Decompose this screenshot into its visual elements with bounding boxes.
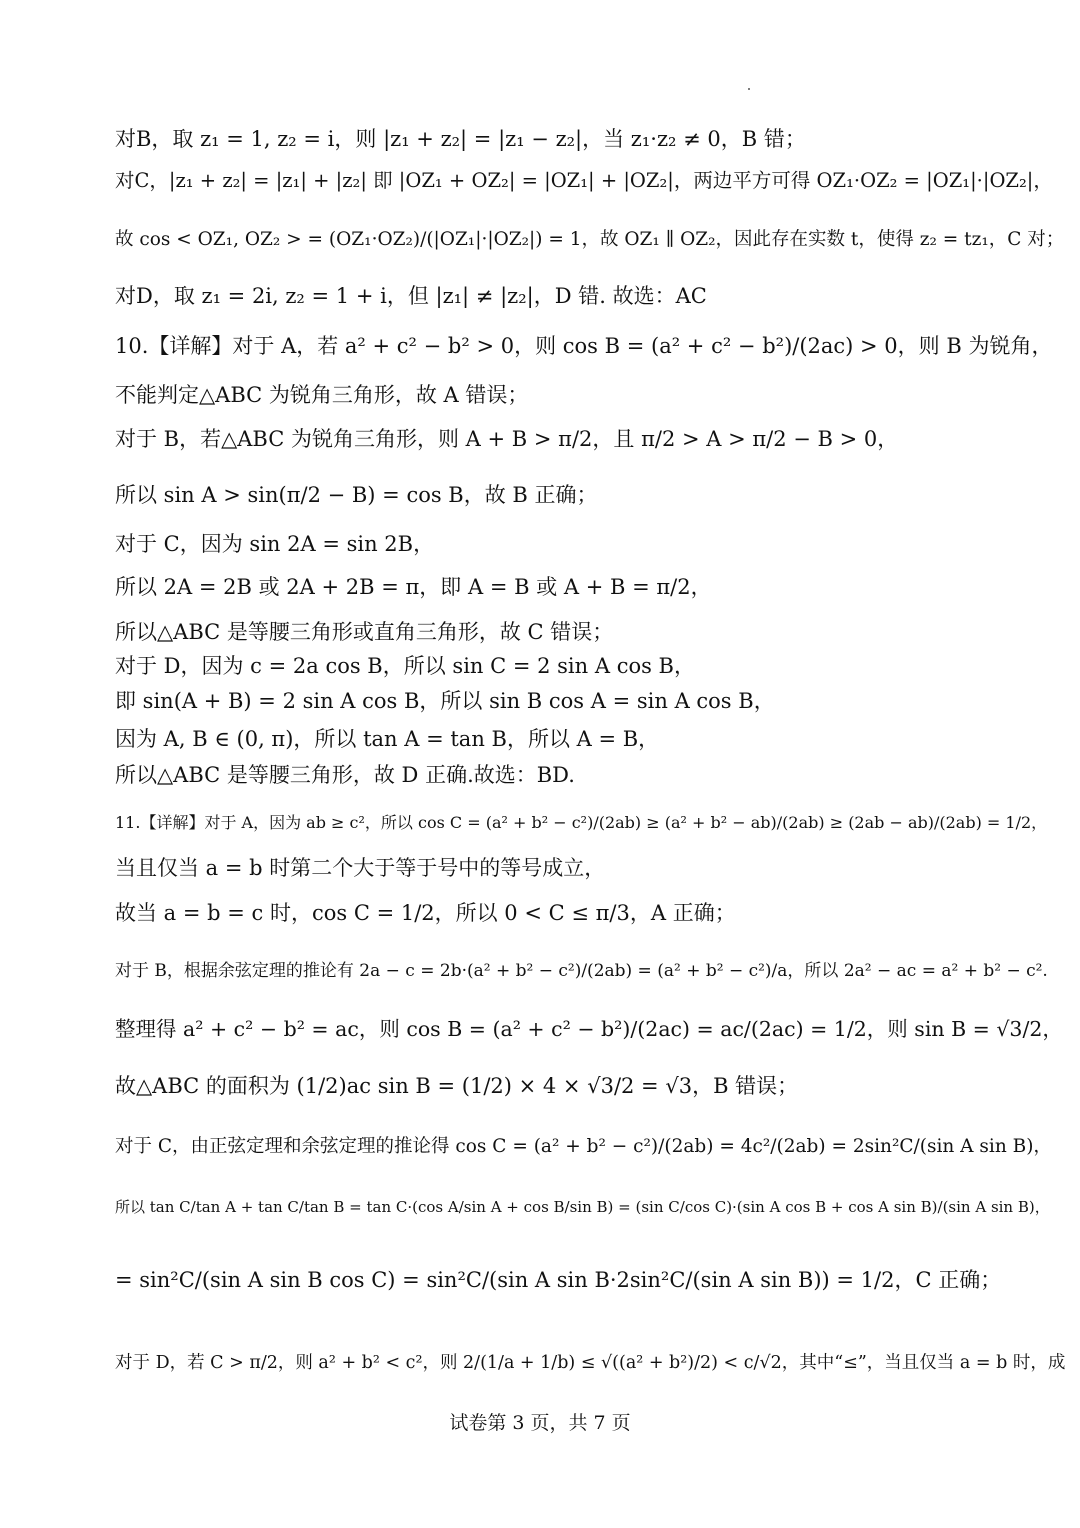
text-line: 对于 B，若△ABC 为锐角三角形，则 A + B > π/2，且 π/2 > A > π/2 − B > 0， — [115, 427, 899, 451]
text-line: 当且仅当 a = b 时第二个大于等于号中的等号成立， — [115, 856, 606, 880]
text-line: 不能判定△ABC 为锐角三角形，故 A 错误； — [115, 383, 529, 407]
page-footer: 试卷第 3 页，共 7 页 — [449, 1412, 631, 1434]
text-line: = sin²C/(sin A sin B cos C) = sin²C/(sin A sin B·2sin²C/(sin A sin B)) = 1/2，C 正确； — [115, 1268, 1002, 1292]
text-line: 对B，取 z₁ = 1, z₂ = i，则 |z₁ + z₂| = |z₁ − z₂|，当 z₁·z₂ ≠ 0，B 错； — [115, 127, 806, 151]
text-line: 所以 sin A > sin(π/2 − B) = cos B，故 B 正确； — [115, 483, 598, 507]
text-line: 对于 D，因为 c = 2a cos B，所以 sin C = 2 sin A cos B， — [115, 654, 695, 678]
text-line: 对C，|z₁ + z₂| = |z₁| + |z₂| 即 |OZ₁ + OZ₂| = |OZ₁| + |OZ₂|，两边平方可得 OZ₁·OZ₂ = |OZ₁|·|OZ₂|， — [115, 169, 1053, 192]
text-line: 对于 B，根据余弦定理的推论有 2a − c = 2b·(a² + b² − c²)/(2ab) = (a² + b² − c²)/a，所以 2a² − ac = a² + b² − c². — [115, 961, 1048, 981]
text-line: 11.【详解】对于 A，因为 ab ≥ c²，所以 cos C = (a² + b² − c²)/(2ab) ≥ (a² + b² − ab)/(2ab) ≥ (2ab − ab)/(2ab) = 1/2， — [115, 813, 1048, 832]
text-line: 即 sin(A + B) = 2 sin A cos B，所以 sin B cos A = sin A cos B， — [115, 689, 775, 713]
text-line: 所以△ABC 是等腰三角形，故 D 正确.故选：BD. — [115, 763, 575, 787]
text-line: 故△ABC 的面积为 (1/2)ac sin B = (1/2) × 4 × √3/2 = √3，B 错误； — [115, 1074, 799, 1098]
text-line: 所以 2A = 2B 或 2A + 2B = π，即 A = B 或 A + B = π/2， — [115, 575, 712, 599]
text-line: 对于 C，因为 sin 2A = sin 2B， — [115, 532, 435, 556]
text-line: 对于 C，由正弦定理和余弦定理的推论得 cos C = (a² + b² − c²)/(2ab) = 4c²/(2ab) = 2sin²C/(sin A sin B)， — [115, 1136, 1052, 1157]
text-line: 10.【详解】对于 A，若 a² + c² − b² > 0，则 cos B = (a² + c² − b²)/(2ac) > 0，则 B 为锐角， — [115, 334, 1053, 358]
text-line: 所以△ABC 是等腰三角形或直角三角形，故 C 错误； — [115, 620, 614, 644]
scan-speck — [748, 88, 750, 90]
text-line: 所以 tan C/tan A + tan C/tan B = tan C·(cos A/sin A + cos B/sin B) = (sin C/cos C)·(sin A cos B + cos A sin B)/(sin A sin B)， — [115, 1198, 1050, 1216]
text-line: 整理得 a² + c² − b² = ac，则 cos B = (a² + c² − b²)/(2ac) = ac/(2ac) = 1/2，则 sin B = √3/2， — [115, 1017, 1063, 1041]
text-line: 因为 A, B ∈ (0, π)，所以 tan A = tan B，所以 A = B， — [115, 727, 660, 751]
text-line: 故 cos < OZ₁, OZ₂ > = (OZ₁·OZ₂)/(|OZ₁|·|OZ₂|) = 1，故 OZ₁ ∥ OZ₂，因此存在实数 t，使得 z₂ = tz₁，C 对； — [115, 229, 1065, 250]
text-line: 对于 D，若 C > π/2，则 a² + b² < c²，则 2/(1/a + 1/b) ≤ √((a² + b²)/2) < c/√2，其中“≤”，当且仅当 a = b 时，成 — [115, 1353, 1066, 1373]
text-line: 对D，取 z₁ = 2i, z₂ = 1 + i，但 |z₁| ≠ |z₂|，D 错. 故选：AC — [115, 284, 707, 308]
text-line: 故当 a = b = c 时，cos C = 1/2，所以 0 < C ≤ π/3，A 正确； — [115, 901, 736, 925]
